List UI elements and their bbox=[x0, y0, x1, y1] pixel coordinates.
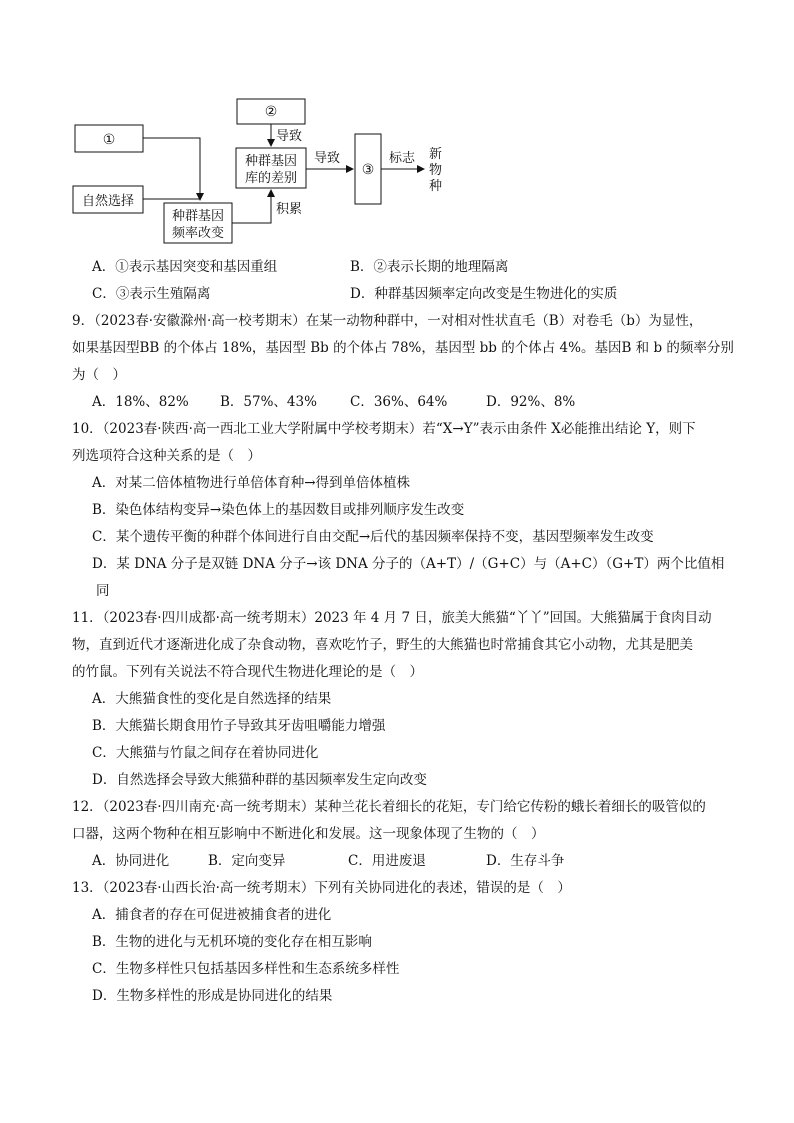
q13-stem-line-1: 13．（2023春·山西长治·高一统考期末）下列有关协同进化的表述，错误的是（ ） bbox=[72, 880, 571, 896]
q12-stem-line-1: 12．（2023春·四川南充·高一统考期末）某种兰花长着细长的花矩，专门给它传粉的蛾长着细长的吸管似的 bbox=[72, 799, 706, 815]
pool-diff-label-1: 种群基因 bbox=[244, 154, 298, 169]
q11-stem-line-3: 的竹鼠。下列有关说法不符合现代生物进化理论的是（ ） bbox=[72, 664, 423, 680]
accumulate-label: 积累 bbox=[276, 202, 303, 217]
q11-stem-line-2: 物，直到近代才逐渐进化成了杂食动物，喜欢吃竹子，野生的大熊猫也时常捕食其它小动物，尤其是肥美 bbox=[72, 637, 693, 653]
evolution-concept-diagram bbox=[0, 0, 794, 260]
q9-stem-line-3: 为（ ） bbox=[72, 367, 126, 383]
marker-label: 标志 bbox=[389, 151, 416, 166]
box-1-label: ① bbox=[102, 132, 116, 148]
q11-option-a: A．大熊猫食性的变化是自然选择的结果 bbox=[92, 691, 332, 707]
q12-stem-line-2: 口器，这两个物种在相互影响中不断进化和发展。这一现象体现了生物的（ ） bbox=[72, 826, 545, 842]
q11-option-c: C．大熊猫与竹鼠之间存在着协同进化 bbox=[92, 745, 319, 761]
q10-stem-line-2: 列选项符合这种关系的是（ ） bbox=[72, 448, 261, 464]
q11-stem-line-1: 11．（2023春·四川成都·高一统考期末）2023 年 4 月 7 日，旅美大熊猫“丫丫”回国。大熊猫属于食肉目动 bbox=[72, 610, 712, 626]
new-species-label-2: 物 bbox=[429, 163, 443, 178]
q12-option-d: D．生存斗争 bbox=[486, 853, 565, 869]
q10-stem-line-1: 10．（2023春·陕西·高一西北工业大学附属中学校考期末）若“X→Y”表示由条件 X必能推出结论 Y，则下 bbox=[72, 421, 696, 437]
pool-diff-label-2: 库的差别 bbox=[244, 171, 298, 186]
q9-option-b: B．57%、43% bbox=[220, 394, 317, 410]
box-2-label: ② bbox=[264, 104, 278, 120]
q9-stem-line-1: 9．（2023春·安徽滁州·高一校考期末）在某一动物种群中，一对相对性状直毛（B）对卷毛（b）为显性， bbox=[72, 313, 703, 329]
q10-option-c: C．某个遗传平衡的种群个体间进行自由交配→后代的基因频率保持不变，基因型频率发生改变 bbox=[92, 529, 654, 545]
q9-option-d: D．92%、8% bbox=[486, 394, 576, 410]
q13-option-b: B．生物的进化与无机环境的变化存在相互影响 bbox=[92, 934, 372, 950]
q8-option-d: D．种群基因频率定向改变是生物进化的实质 bbox=[350, 286, 618, 302]
q13-option-c: C．生物多样性只包括基因多样性和生态系统多样性 bbox=[92, 961, 400, 977]
q11-option-d: D．自然选择会导致大熊猫种群的基因频率发生定向改变 bbox=[92, 772, 427, 788]
q10-option-a: A．对某二倍体植物进行单倍体育种→得到单倍体植株 bbox=[92, 475, 411, 491]
q11-option-b: B．大熊猫长期食用竹子导致其牙齿咀嚼能力增强 bbox=[92, 718, 386, 734]
q13-option-a: A．捕食者的存在可促进被捕食者的进化 bbox=[92, 907, 332, 923]
q9-option-c: C．36%、64% bbox=[350, 394, 448, 410]
q13-option-d: D．生物多样性的形成是协同进化的结果 bbox=[92, 988, 333, 1004]
q8-option-c: C．③表示生殖隔离 bbox=[92, 286, 211, 302]
q10-option-b: B．染色体结构变异→染色体上的基因数目或排列顺序发生改变 bbox=[92, 502, 465, 518]
natural-selection-label: 自然选择 bbox=[81, 194, 135, 209]
q12-option-a: A．协同进化 bbox=[92, 853, 170, 869]
q10-option-d-line-1: D．某 DNA 分子是双链 DNA 分子→该 DNA 分子的（A+T）/（G+C）与（A+C）（G+T）两个比值相 bbox=[92, 556, 725, 572]
freq-change-label-2: 频率改变 bbox=[171, 226, 225, 241]
lead-to-top-label: 导致 bbox=[276, 129, 303, 144]
q8-option-b: B．②表示长期的地理隔离 bbox=[350, 259, 509, 275]
q8-option-a: A．①表示基因突变和基因重组 bbox=[92, 259, 278, 275]
lead-to-right-label: 导致 bbox=[314, 151, 341, 166]
q12-option-b: B．定向变异 bbox=[208, 853, 286, 869]
q10-option-d-line-2: 同 bbox=[96, 583, 110, 599]
q9-option-a: A．18%、82% bbox=[92, 394, 189, 410]
q9-stem-line-2: 如果基因型BB 的个体占 18%，基因型 Bb 的个体占 78%，基因型 bb 的个体占 4%。基因B 和 b 的频率分别 bbox=[72, 340, 734, 356]
box-3-label: ③ bbox=[361, 162, 375, 178]
new-species-label-1: 新 bbox=[429, 147, 443, 162]
new-species-label-3: 种 bbox=[429, 179, 443, 194]
q12-option-c: C．用进废退 bbox=[348, 853, 426, 869]
freq-change-label-1: 种群基因 bbox=[171, 209, 225, 224]
